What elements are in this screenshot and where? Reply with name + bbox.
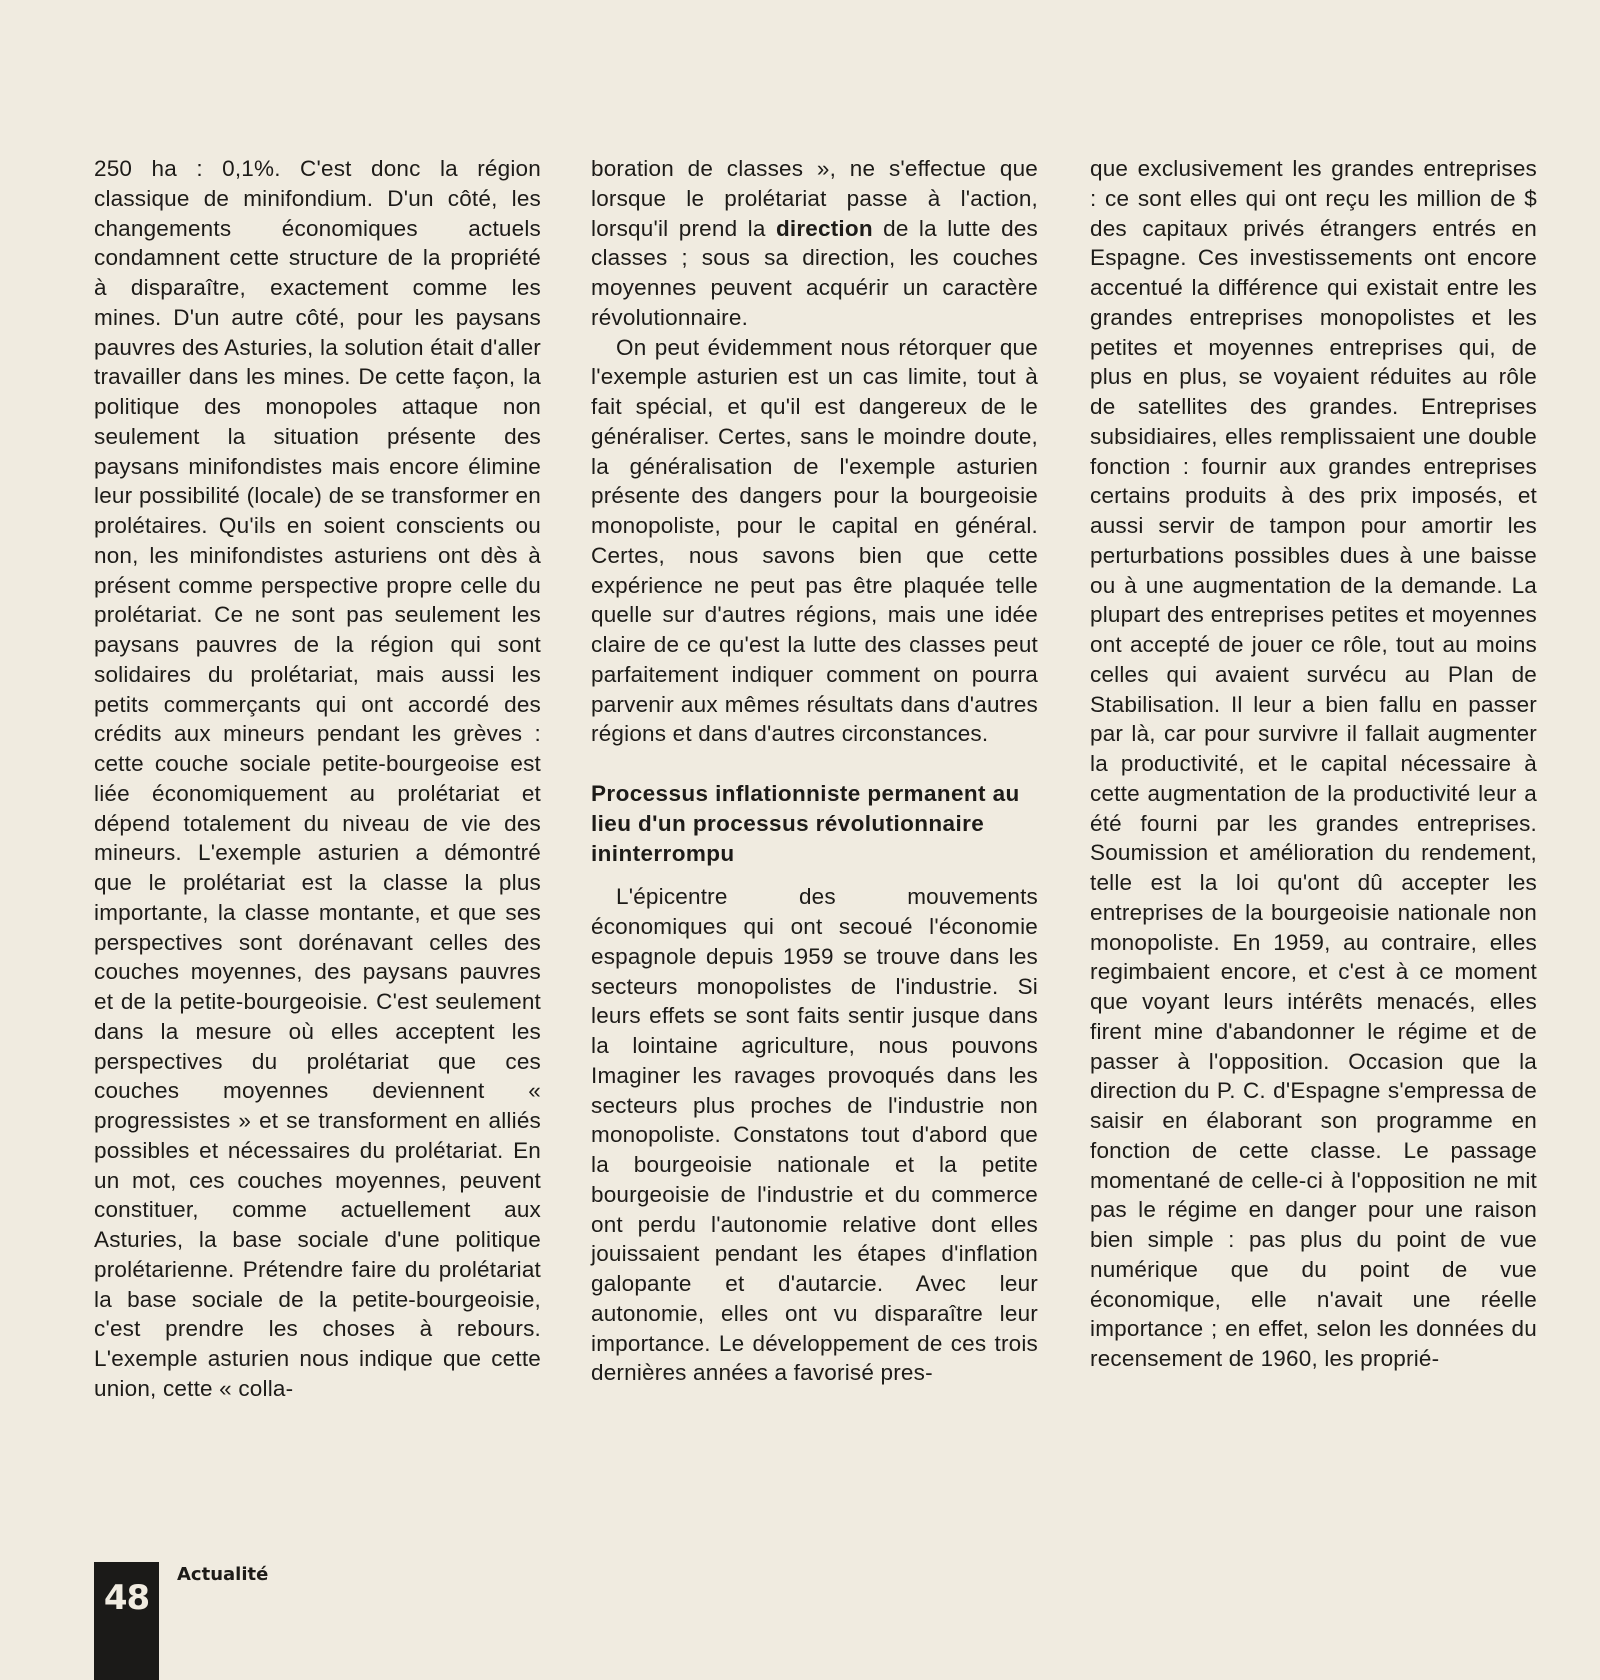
- paragraph: On peut évidemment nous rétorquer que l'exemple asturien est un cas limite, tout à fait spécial, et qu'il est dangereux de le généraliser. Certes, sans le moindre doute, la généralisation de l'exemple asturien présente des dangers pour la bourgeoisie monopoliste, pour le capital en général. Certes, nous savons bien que cette expérience ne peut pas être plaquée telle quelle sur d'autres régions, mais une idée claire de ce qu'est la lutte des classes peut parfaitement indiquer comment on pourra parvenir aux mêmes résultats dans d'autres régions et dans d'autres circonstances.: [591, 334, 1038, 747]
- paragraph: L'épicentre des mouvements économiques qui ont secoué l'économie espagnole depuis 1959 se trouve dans les secteurs monopolistes de l'industrie. Si leurs effets se sont faits sentir jusque dans la lointaine agriculture, nous pouvons Imaginer les ravages provoqués dans les secteurs plus proches de l'industrie non monopoliste. Constatons tout d'abord que la bourgeoisie nationale et la petite bourgeoisie de l'industrie et du commerce ont perdu l'autonomie relative dont elles jouissaient pendant les étapes d'inflation galopante et d'autarcie. Avec leur autonomie, elles ont vu disparaître leur importance. Le développement de ces trois dernières années a favorisé pres-: [591, 884, 1038, 1386]
- page-number-box: [94, 1562, 159, 1680]
- paragraph: [591, 154, 1038, 333]
- paragraph: 250 ha : 0,1%. C'est donc la région classique de minifondium. D'un côté, les changements économiques actuels condamnent cette structure de la propriété à disparaître, exactement comme les mines. D'un autre côté, pour les paysans pauvres des Asturies, la solution était d'aller travailler dans les mines. De cette façon, la politique des monopoles attaque non seulement la situation présente des paysans minifondistes mais encore élimine leur possibilité (locale) de se transformer en prolétaires. Qu'ils en soient conscients ou non, les minifondistes asturiens ont dès à présent comme perspective propre celle du prolétariat. Ce ne sont pas seulement les paysans pauvres de la région qui sont solidaires du prolétariat, mais aussi les petits commerçants qui ont accordé des crédits aux mineurs pendant les grèves : cette couche sociale petite-bourgeoise est liée économiquement au prolétariat et dépend totalement du niveau de vie des mineurs. L'exemple asturien a démontré que le prolétariat est la classe la plus importante, la classe montante, et que ses perspectives sont dorénavant celles des couches moyennes, des paysans pauvres et de la petite-bourgeoisie. C'est seulement dans la mesure où elles acceptent les perspectives du prolétariat que ces couches moyennes deviennent « progressistes » et se transforment en alliés possibles et nécessaires du prolétariat. En un mot, ces couches moyennes, peuvent constituer, comme actuellement aux Asturies, la base sociale d'une politique prolétarienne. Prétendre faire du prolétariat la base sociale de la petite-bourgeoisie, c'est prendre les choses à rebours. L'exemple asturien nous indique que cette union, cette « colla-: [94, 156, 541, 1401]
- section-label: Actualité: [177, 1564, 269, 1585]
- section-heading: Processus inflationniste permanent au lieu d'un processus révolutionnaire ininterrompu: [591, 781, 1020, 866]
- text-column-1: [94, 154, 541, 1404]
- text-column-3: [1090, 154, 1537, 1374]
- page-number: 48: [103, 1578, 150, 1618]
- emphasis-direction: direction: [775, 215, 873, 241]
- paragraph-text: boration de classes », ne s'effectue que lorsque le prolétariat passe à l'action, lorsqu'il prend la: [591, 156, 1038, 241]
- paragraph: que exclusivement les grandes entreprises : ce sont elles qui ont reçu les million de $ des capitaux privés étrangers entrés en Espagne. Ces investissements ont encore accentué la différence qui existait entre les grandes entreprises monopolistes et les petites et moyennes entreprises qui, de plus en plus, se voyaient réduites au rôle de satellites des grandes. Entreprises subsidiaires, elles remplissaient une double fonction : fournir aux grandes entreprises certains produits à des prix imposés, et aussi servir de tampon pour amortir les perturbations possibles dues à une baisse ou à une augmentation de la demande. La plupart des entreprises petites et moyennes ont accepté de jouer ce rôle, tout au moins celles qui avaient survécu au Plan de Stabilisation. Il leur a bien fallu en passer par là, car pour survivre il fallait augmenter la productivité, et le capital nécessaire à cette augmentation de la productivité leur a été fourni par les grandes entreprises. Soumission et amélioration du rendement, telle est la loi qu'ont dû accepter les entreprises de la bourgeoisie nationale non monopoliste. En 1959, au contraire, elles regimbaient encore, et c'est à ce moment que voyant leurs intérêts menacés, elles firent mine d'abandonner le régime et de passer à l'opposition. Occasion que la direction du P. C. d'Espagne s'empressa de saisir en élaborant son programme en fonction de cette classe. Le passage momentané de celle-ci à l'opposition ne mit pas le régime en danger pour une raison bien simple : pas plus du point de vue numérique que du point de vue économique, elle n'avait une réelle importance ; en effet, selon les données du recensement de 1960, les proprié-: [1090, 156, 1537, 1371]
- text-column-2: [591, 154, 1038, 1388]
- paragraph-text: de la lutte des classes ; sous sa direction, les couches moyennes peuvent acquérir un caractère révolutionnaire.: [591, 215, 1038, 330]
